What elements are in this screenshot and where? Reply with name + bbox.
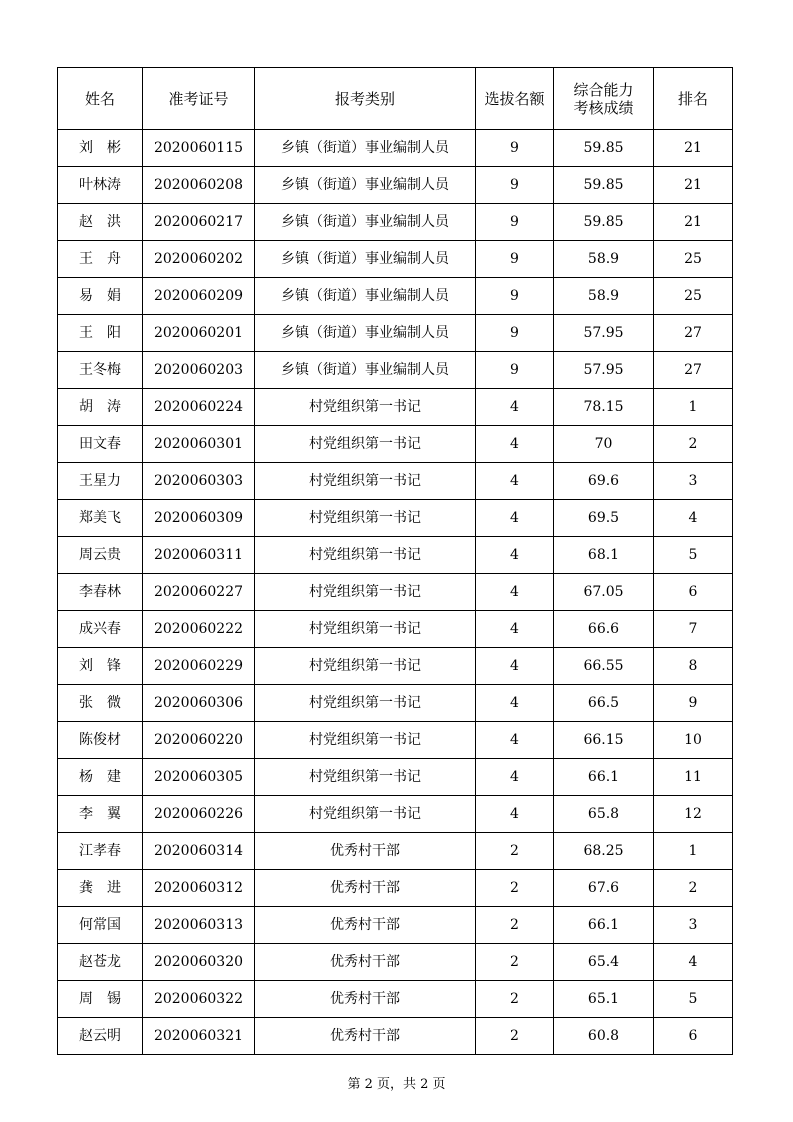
cell-score: 78.15 — [554, 389, 654, 426]
table-row — [58, 463, 733, 500]
cell-category: 村党组织第一书记 — [255, 463, 476, 500]
cell-category: 村党组织第一书记 — [255, 426, 476, 463]
cell-rank: 6 — [654, 1018, 733, 1055]
cell-exam-no: 2020060321 — [143, 1018, 255, 1055]
cell-score: 66.6 — [554, 611, 654, 648]
cell-score: 60.8 — [554, 1018, 654, 1055]
cell-name: 王 舟 — [58, 241, 143, 278]
cell-rank: 7 — [654, 611, 733, 648]
cell-name: 何常国 — [58, 907, 143, 944]
cell-score: 57.95 — [554, 352, 654, 389]
cell-exam-no: 2020060227 — [143, 574, 255, 611]
cell-rank: 6 — [654, 574, 733, 611]
cell-name: 赵苍龙 — [58, 944, 143, 981]
cell-category: 乡镇（街道）事业编制人员 — [255, 352, 476, 389]
table-row — [58, 315, 733, 352]
cell-quota: 4 — [476, 722, 554, 759]
cell-score: 67.05 — [554, 574, 654, 611]
table-row — [58, 1018, 733, 1055]
header-score-line1: 综合能力 — [573, 80, 634, 99]
cell-rank: 5 — [654, 537, 733, 574]
cell-exam-no: 2020060209 — [143, 278, 255, 315]
cell-quota: 4 — [476, 500, 554, 537]
cell-name: 王星力 — [58, 463, 143, 500]
cell-quota: 4 — [476, 759, 554, 796]
cell-score: 68.1 — [554, 537, 654, 574]
cell-category: 乡镇（街道）事业编制人员 — [255, 278, 476, 315]
cell-category: 村党组织第一书记 — [255, 500, 476, 537]
cell-exam-no: 2020060301 — [143, 426, 255, 463]
table-row — [58, 278, 733, 315]
cell-name: 田文春 — [58, 426, 143, 463]
cell-rank: 25 — [654, 241, 733, 278]
cell-rank: 12 — [654, 796, 733, 833]
cell-exam-no: 2020060313 — [143, 907, 255, 944]
cell-score: 59.85 — [554, 130, 654, 167]
header-category: 报考类别 — [255, 68, 476, 130]
cell-score: 59.85 — [554, 204, 654, 241]
cell-name: 赵云明 — [58, 1018, 143, 1055]
cell-quota: 4 — [476, 426, 554, 463]
header-score-line2: 考核成绩 — [573, 98, 634, 117]
table-row — [58, 981, 733, 1018]
table-row — [58, 759, 733, 796]
table-row — [58, 685, 733, 722]
cell-rank: 5 — [654, 981, 733, 1018]
cell-name: 王 阳 — [58, 315, 143, 352]
header-row — [58, 68, 733, 130]
table-row — [58, 389, 733, 426]
cell-quota: 9 — [476, 204, 554, 241]
cell-rank: 1 — [654, 389, 733, 426]
cell-quota: 4 — [476, 463, 554, 500]
cell-exam-no: 2020060306 — [143, 685, 255, 722]
cell-exam-no: 2020060312 — [143, 870, 255, 907]
table-row — [58, 870, 733, 907]
cell-category: 村党组织第一书记 — [255, 574, 476, 611]
cell-category: 乡镇（街道）事业编制人员 — [255, 204, 476, 241]
results-table — [57, 67, 733, 1055]
table-row — [58, 722, 733, 759]
table-row — [58, 944, 733, 981]
cell-name: 叶林涛 — [58, 167, 143, 204]
cell-score: 67.6 — [554, 870, 654, 907]
cell-score: 69.5 — [554, 500, 654, 537]
cell-exam-no: 2020060226 — [143, 796, 255, 833]
cell-category: 村党组织第一书记 — [255, 722, 476, 759]
cell-exam-no: 2020060217 — [143, 204, 255, 241]
cell-category: 村党组织第一书记 — [255, 389, 476, 426]
cell-score: 59.85 — [554, 167, 654, 204]
cell-category: 优秀村干部 — [255, 870, 476, 907]
table-row — [58, 130, 733, 167]
cell-score: 65.8 — [554, 796, 654, 833]
cell-name: 杨 建 — [58, 759, 143, 796]
cell-name: 周云贵 — [58, 537, 143, 574]
cell-score: 65.1 — [554, 981, 654, 1018]
cell-score: 66.1 — [554, 759, 654, 796]
cell-name: 赵 洪 — [58, 204, 143, 241]
cell-score: 70 — [554, 426, 654, 463]
cell-category: 村党组织第一书记 — [255, 685, 476, 722]
cell-score: 66.5 — [554, 685, 654, 722]
cell-quota: 2 — [476, 833, 554, 870]
cell-rank: 21 — [654, 204, 733, 241]
cell-rank: 3 — [654, 907, 733, 944]
cell-score: 58.9 — [554, 241, 654, 278]
cell-name: 王冬梅 — [58, 352, 143, 389]
cell-score: 69.6 — [554, 463, 654, 500]
cell-name: 刘 彬 — [58, 130, 143, 167]
cell-quota: 2 — [476, 870, 554, 907]
cell-rank: 21 — [654, 130, 733, 167]
header-name: 姓名 — [58, 68, 143, 130]
cell-quota: 9 — [476, 315, 554, 352]
cell-quota: 4 — [476, 537, 554, 574]
cell-name: 李春林 — [58, 574, 143, 611]
table-row — [58, 796, 733, 833]
cell-category: 村党组织第一书记 — [255, 796, 476, 833]
cell-score: 58.9 — [554, 278, 654, 315]
cell-exam-no: 2020060201 — [143, 315, 255, 352]
page-footer: 第 2 页，共 2 页 — [347, 1077, 446, 1092]
cell-exam-no: 2020060222 — [143, 611, 255, 648]
table-body — [58, 130, 733, 1055]
cell-rank: 4 — [654, 500, 733, 537]
cell-quota: 9 — [476, 130, 554, 167]
cell-score: 65.4 — [554, 944, 654, 981]
cell-name: 江孝春 — [58, 833, 143, 870]
cell-rank: 1 — [654, 833, 733, 870]
cell-category: 村党组织第一书记 — [255, 648, 476, 685]
cell-quota: 9 — [476, 241, 554, 278]
table-row — [58, 611, 733, 648]
cell-name: 郑美飞 — [58, 500, 143, 537]
cell-rank: 10 — [654, 722, 733, 759]
cell-name: 陈俊材 — [58, 722, 143, 759]
cell-quota: 2 — [476, 981, 554, 1018]
cell-name: 成兴春 — [58, 611, 143, 648]
cell-category: 乡镇（街道）事业编制人员 — [255, 241, 476, 278]
cell-score: 68.25 — [554, 833, 654, 870]
table-row — [58, 241, 733, 278]
cell-category: 村党组织第一书记 — [255, 611, 476, 648]
cell-name: 胡 涛 — [58, 389, 143, 426]
cell-category: 优秀村干部 — [255, 1018, 476, 1055]
cell-exam-no: 2020060203 — [143, 352, 255, 389]
header-score — [554, 68, 654, 130]
cell-rank: 21 — [654, 167, 733, 204]
table-row — [58, 352, 733, 389]
cell-rank: 2 — [654, 426, 733, 463]
cell-exam-no: 2020060320 — [143, 944, 255, 981]
cell-quota: 9 — [476, 167, 554, 204]
cell-category: 乡镇（街道）事业编制人员 — [255, 167, 476, 204]
cell-rank: 11 — [654, 759, 733, 796]
cell-exam-no: 2020060208 — [143, 167, 255, 204]
cell-quota: 4 — [476, 389, 554, 426]
cell-quota: 4 — [476, 574, 554, 611]
table-row — [58, 574, 733, 611]
table-row — [58, 500, 733, 537]
cell-quota: 4 — [476, 611, 554, 648]
cell-exam-no: 2020060311 — [143, 537, 255, 574]
cell-exam-no: 2020060202 — [143, 241, 255, 278]
cell-exam-no: 2020060305 — [143, 759, 255, 796]
cell-name: 周 锡 — [58, 981, 143, 1018]
cell-quota: 9 — [476, 352, 554, 389]
cell-name: 易 娟 — [58, 278, 143, 315]
cell-quota: 2 — [476, 944, 554, 981]
cell-exam-no: 2020060224 — [143, 389, 255, 426]
cell-score: 66.15 — [554, 722, 654, 759]
header-rank: 排名 — [654, 68, 733, 130]
cell-quota: 4 — [476, 796, 554, 833]
header-quota: 选拔名额 — [476, 68, 554, 130]
header-exam-no: 准考证号 — [143, 68, 255, 130]
cell-category: 村党组织第一书记 — [255, 759, 476, 796]
cell-quota: 2 — [476, 1018, 554, 1055]
cell-name: 刘 锋 — [58, 648, 143, 685]
cell-name: 张 微 — [58, 685, 143, 722]
cell-score: 66.55 — [554, 648, 654, 685]
cell-category: 优秀村干部 — [255, 833, 476, 870]
table-row — [58, 907, 733, 944]
cell-exam-no: 2020060309 — [143, 500, 255, 537]
cell-exam-no: 2020060115 — [143, 130, 255, 167]
cell-exam-no: 2020060322 — [143, 981, 255, 1018]
table-row — [58, 648, 733, 685]
table-row — [58, 426, 733, 463]
cell-category: 乡镇（街道）事业编制人员 — [255, 315, 476, 352]
cell-quota: 9 — [476, 278, 554, 315]
cell-name: 龚 进 — [58, 870, 143, 907]
cell-category: 优秀村干部 — [255, 944, 476, 981]
cell-category: 优秀村干部 — [255, 981, 476, 1018]
cell-score: 66.1 — [554, 907, 654, 944]
cell-exam-no: 2020060220 — [143, 722, 255, 759]
cell-score: 57.95 — [554, 315, 654, 352]
cell-category: 乡镇（街道）事业编制人员 — [255, 130, 476, 167]
table-row — [58, 833, 733, 870]
cell-rank: 8 — [654, 648, 733, 685]
cell-quota: 4 — [476, 685, 554, 722]
cell-rank: 4 — [654, 944, 733, 981]
cell-rank: 25 — [654, 278, 733, 315]
table-row — [58, 167, 733, 204]
cell-quota: 2 — [476, 907, 554, 944]
cell-exam-no: 2020060314 — [143, 833, 255, 870]
cell-name: 李 翼 — [58, 796, 143, 833]
cell-rank: 2 — [654, 870, 733, 907]
table-row — [58, 204, 733, 241]
cell-category: 村党组织第一书记 — [255, 537, 476, 574]
cell-quota: 4 — [476, 648, 554, 685]
cell-category: 优秀村干部 — [255, 907, 476, 944]
cell-rank: 27 — [654, 315, 733, 352]
cell-rank: 3 — [654, 463, 733, 500]
cell-exam-no: 2020060303 — [143, 463, 255, 500]
cell-rank: 9 — [654, 685, 733, 722]
cell-exam-no: 2020060229 — [143, 648, 255, 685]
table-row — [58, 537, 733, 574]
cell-rank: 27 — [654, 352, 733, 389]
